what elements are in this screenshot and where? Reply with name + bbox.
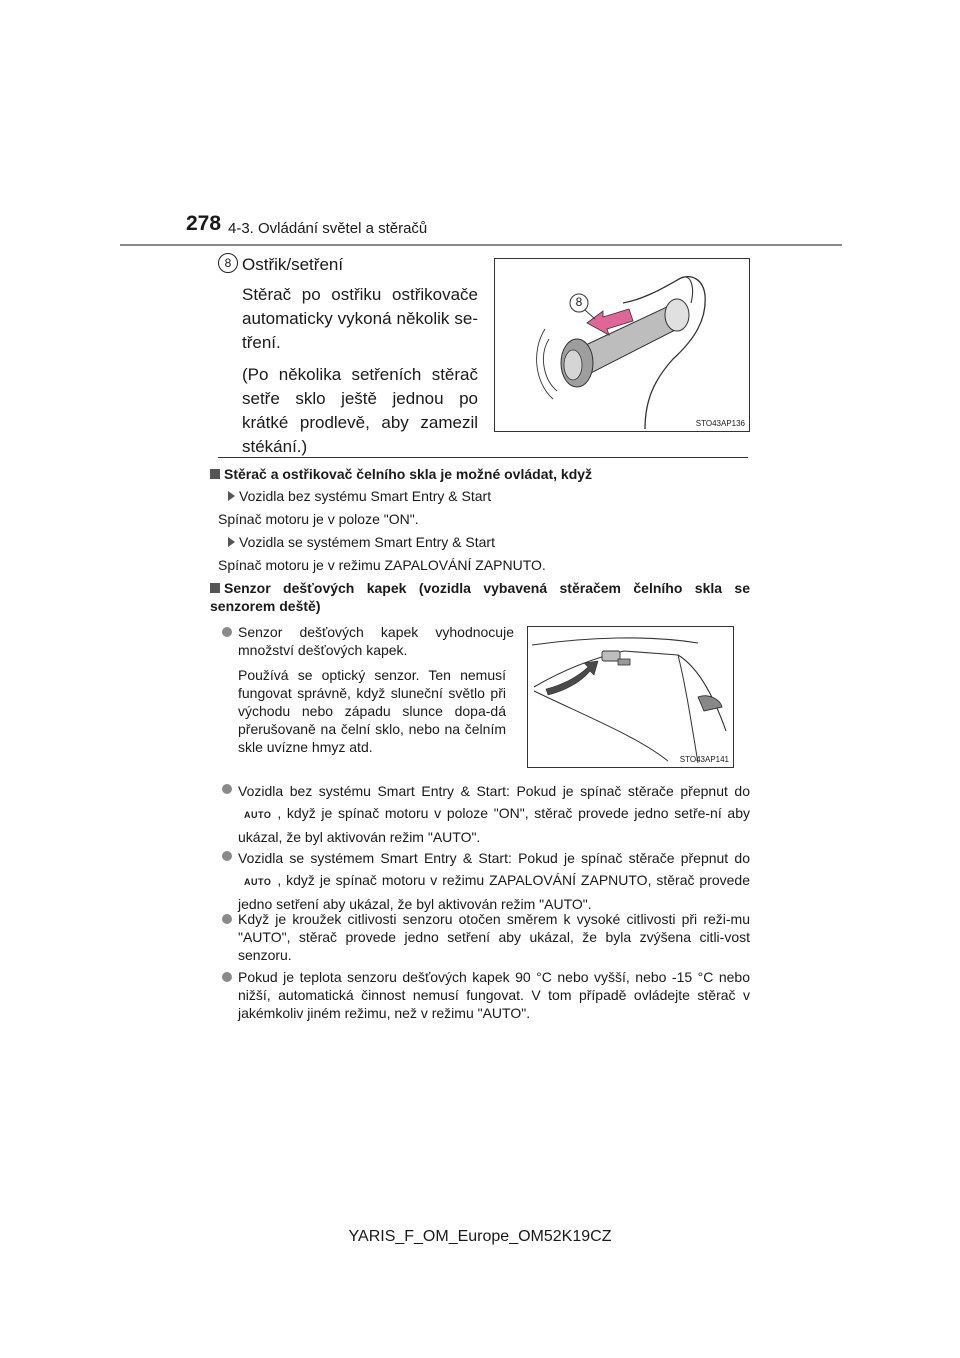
rain-sensor-heading: Senzor dešťových kapek (vozidla vybavená stěračem čelního skla se senzorem deště) [210, 580, 750, 614]
item-description-para2: (Po několika setřeních stěrač setře sklo ještě jednou po krátké prodlevě, aby zamezil stékání.) [242, 365, 478, 456]
auto-mode-icon: AUTO [244, 877, 272, 887]
section-separator [218, 457, 748, 458]
dot-bullet-icon [222, 627, 232, 637]
square-bullet-icon [210, 583, 220, 593]
rain-sensor-bullet5: Pokud je teplota senzoru dešťových kapek 90 °C nebo vyšší, nebo -15 °C nebo nižší, automatická činnost nemusí fungovat. V tom případě ovládejte stěrač v jakémkoliv jiném režimu, než v režimu "AUTO". [238, 969, 750, 1021]
document-footer: YARIS_F_OM_Europe_OM52K19CZ [348, 1228, 612, 1245]
dot-bullet-icon [222, 972, 232, 982]
triangle-bullet-icon [228, 491, 235, 501]
condition-case1: Vozidla bez systému Smart Entry & Start [228, 487, 491, 505]
rain-sensor-figure [527, 626, 734, 768]
condition-case2: Vozidla se systémem Smart Entry & Start [228, 533, 495, 551]
rain-sensor-bullet1: Senzor dešťových kapek vyhodnocuje množství dešťových kapek. [238, 624, 514, 658]
triangle-bullet-icon [228, 537, 235, 547]
dot-bullet-icon [222, 914, 232, 924]
conditions-heading: Stěrač a ostřikovač čelního skla je možné ovládat, když [210, 465, 750, 483]
figure-code: STO43AP136 [695, 419, 745, 428]
figure-code: STO43AP141 [679, 755, 729, 764]
wiper-lever-illustration [495, 259, 749, 431]
header-rule [120, 244, 842, 246]
item-description [242, 283, 478, 467]
page-number: 278 [186, 212, 222, 235]
rain-sensor-bullet3: Vozidla se systémem Smart Entry & Start: Pokud je spínač stěrače přepnut do AUTO , když je spínač motoru v režimu ZAPALOVÁNÍ ZAPNUTO, stěrač provede jedno setření aby ukázal, že byl aktivován režim "AUTO". [238, 850, 750, 912]
dot-bullet-icon [222, 851, 232, 861]
item-description-para1: Stěrač po ostřiku ostřikovače automaticky vykoná několik se-tření. [242, 285, 478, 352]
rain-sensor-bullet2: Vozidla bez systému Smart Entry & Start: Pokud je spínač stěrače přepnut do AUTO , když je spínač motoru v poloze "ON", stěrač provede jedno setře-ní aby ukázal, že byl aktivován režim "AUTO". [238, 783, 750, 845]
condition-case1-text: Spínač motoru je v poloze "ON". [218, 511, 419, 527]
rain-sensor-bullet4: Když je kroužek citlivosti senzoru otočen směrem k vysoké citlivosti při reži-mu "AUTO", stěrač provede jedno setření aby ukázal, že byla zvýšena citli-vost senzoru. [238, 911, 750, 963]
auto-mode-icon: AUTO [244, 810, 272, 820]
wiper-lever-figure [494, 258, 750, 432]
windshield-illustration [528, 627, 733, 767]
rain-sensor-bullet1-detail: Používá se optický senzor. Ten nemusí fungovat správně, když sluneční světlo při východu nebo západu slunce dopa-dá přerušovaně na čelní sklo, nebo na čelním skle uvízne hmyz atd. [238, 667, 506, 755]
figure-callout-label: 8 [575, 295, 583, 309]
condition-case2-text: Spínač motoru je v režimu ZAPALOVÁNÍ ZAPNUTO. [218, 557, 546, 573]
square-bullet-icon [210, 469, 220, 479]
section-title: 4-3. Ovládání světel a stěračů [228, 220, 428, 237]
item-title: Ostřik/setření [242, 255, 344, 274]
item-marker: 8 [218, 253, 238, 273]
dot-bullet-icon [222, 784, 232, 794]
